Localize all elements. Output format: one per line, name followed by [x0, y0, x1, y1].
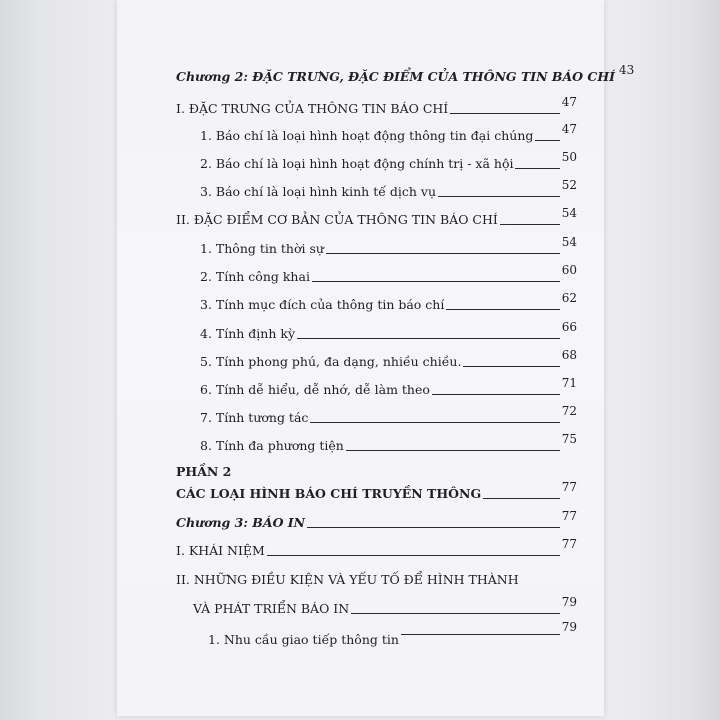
toc-page: 79: [561, 595, 577, 609]
toc-leader: [312, 281, 560, 282]
toc-leader: [463, 366, 559, 367]
toc-leader: [297, 338, 560, 339]
toc-label: II. ĐẶC ĐIỂM CƠ BẢN CỦA THÔNG TIN BÁO CHÍ: [176, 212, 498, 227]
toc-page: 43: [618, 63, 635, 77]
toc-entry-2-2: [200, 264, 577, 286]
toc-leader: [438, 196, 560, 197]
toc-leader: [267, 555, 560, 556]
toc-label: 8. Tính đa phương tiện: [200, 438, 344, 453]
toc-entry-cac-loai: [176, 481, 577, 503]
toc-leader: [310, 422, 559, 423]
toc-page: 77: [561, 537, 577, 551]
toc-entry-khai-niem: [176, 538, 577, 560]
toc-leader: [500, 224, 560, 225]
toc-page: 77: [561, 480, 577, 494]
toc-entry-2-6: [200, 377, 577, 399]
book-page: [117, 0, 635, 716]
toc-label: 1. Báo chí là loại hình hoạt động thông tin đại chúng: [200, 128, 534, 143]
toc-leader: [483, 498, 560, 499]
toc-entry-dieu-kien-line2: [193, 596, 577, 618]
toc-entry-2-7: [200, 405, 577, 427]
toc-label: 6. Tính dễ hiểu, dễ nhớ, dễ làm theo: [200, 382, 430, 397]
toc-entry-1-3: [200, 179, 577, 201]
toc-leader: [450, 113, 559, 114]
toc-label: 4. Tính định kỳ: [200, 326, 296, 341]
toc-label: 1. Thông tin thời sự: [200, 241, 324, 256]
toc-label: VÀ PHÁT TRIỂN BÁO IN: [193, 601, 350, 616]
toc-label: CÁC LOẠI HÌNH BÁO CHÍ TRUYỀN THÔNG: [176, 486, 482, 501]
toc-label: 3. Báo chí là loại hình kinh tế dịch vụ: [200, 184, 437, 199]
toc-label: Chương 2: ĐẶC TRƯNG, ĐẶC ĐIỂM CỦA THÔNG TIN BÁO CHÍ: [176, 69, 615, 84]
toc-page: 75: [561, 432, 577, 446]
toc-page: 77: [561, 509, 577, 523]
toc-entry-2-4: [200, 321, 577, 343]
toc-page: 62: [561, 291, 577, 305]
toc-page: 71: [561, 376, 577, 390]
toc-page: 72: [561, 404, 577, 418]
toc-leader: [535, 140, 559, 141]
toc-leader: [326, 253, 560, 254]
toc-page: 50: [561, 150, 577, 164]
toc-entry-2-8: [200, 433, 577, 455]
toc-label: 7. Tính tương tác: [200, 410, 309, 425]
toc-label: 2. Báo chí là loại hình hoạt động chính trị - xã hội: [200, 156, 514, 171]
toc-label: 2. Tính công khai: [200, 269, 310, 284]
toc-leader: [307, 527, 560, 528]
toc-label: 5. Tính phong phú, đa dạng, nhiều chiều.: [200, 354, 462, 369]
toc-page: 52: [561, 178, 577, 192]
toc-leader: [432, 394, 560, 395]
toc-page: 79: [561, 620, 577, 634]
toc-label: 1. Nhu cầu giao tiếp thông tin: [208, 632, 399, 647]
toc-page: 68: [561, 348, 577, 362]
toc-page: 54: [561, 235, 577, 249]
toc-label: 3. Tính mục đích của thông tin báo chí: [200, 297, 445, 312]
part-heading: PHẦN 2: [176, 464, 232, 479]
toc-label: Chương 3: BÁO IN: [176, 515, 306, 530]
toc-leader: [346, 450, 560, 451]
toc-page: 47: [561, 122, 577, 136]
toc-leader: [351, 613, 560, 614]
toc-entry-section-2: [176, 207, 577, 229]
toc-entry-chuong2: [176, 63, 635, 86]
toc-page: 47: [561, 95, 577, 109]
toc-page: 54: [561, 206, 577, 220]
toc-entry-2-3: [200, 292, 577, 314]
toc-label: I. ĐẶC TRƯNG CỦA THÔNG TIN BÁO CHÍ: [176, 101, 449, 116]
toc-leader: [401, 634, 560, 635]
toc-page: 60: [561, 263, 577, 277]
toc-entry-1-1: [200, 123, 577, 145]
toc-entry-2-5: [200, 349, 577, 371]
toc-entry-2-1: [200, 236, 577, 258]
toc-leader: [515, 168, 559, 169]
toc-entry-section-1: [176, 96, 577, 118]
toc-page: 66: [561, 320, 577, 334]
toc-leader: [446, 309, 559, 310]
toc-entry-1-2: [200, 151, 577, 173]
toc-entry-dieu-kien-line1: II. NHỮNG ĐIỀU KIỆN VÀ YẾU TỐ ĐỂ HÌNH THÀNH: [176, 572, 519, 587]
toc-entry-chuong3: [176, 510, 577, 532]
toc-entry-nhu-cau: [208, 620, 577, 649]
toc-label: I. KHÁI NIỆM: [176, 543, 265, 558]
